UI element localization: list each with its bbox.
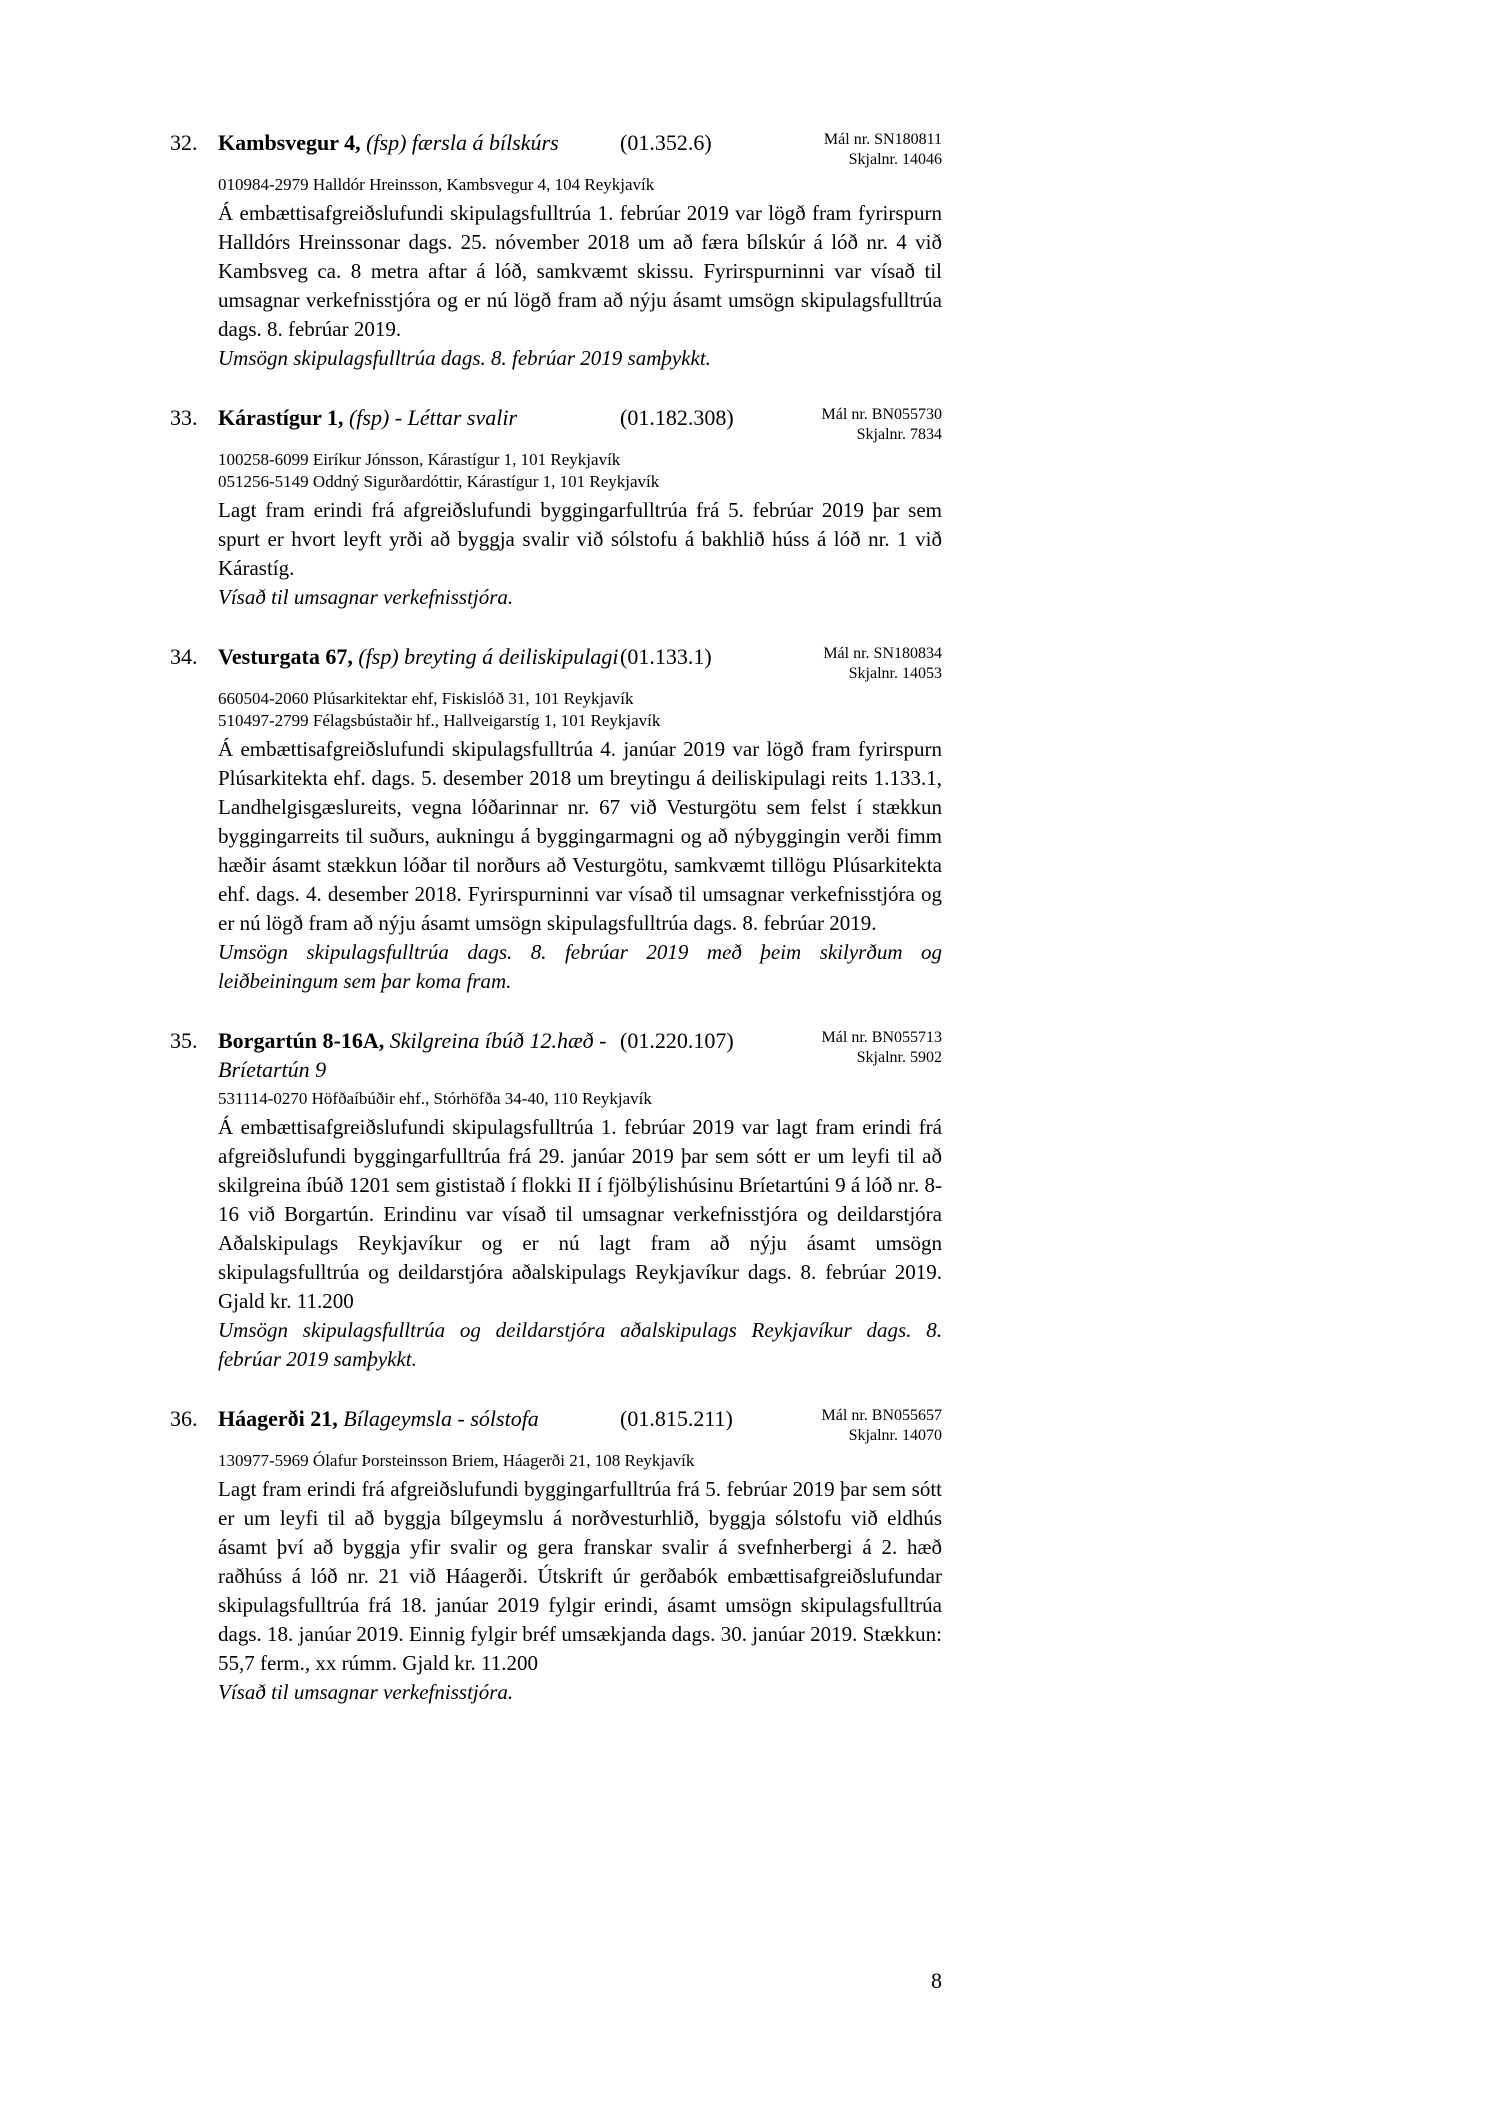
agenda-item [170,642,942,996]
item-header [170,128,942,170]
party-line: 130977-5969 Ólafur Þorsteinsson Briem, Háagerði 21, 108 Reykjavík [218,1451,695,1470]
agenda-item [170,1026,942,1374]
item-header [170,403,942,445]
item-title [218,642,620,671]
item-title [218,1404,620,1433]
item-title-address: Kambsvegur 4, [218,130,361,155]
page-number: 8 [931,1968,942,1993]
agenda-item [170,1404,942,1707]
item-title-subject: (fsp) breyting á deiliskipulagi [358,644,619,669]
item-skjalnr: Skjalnr. 7834 [856,426,942,443]
item-number: 35. [170,1028,198,1053]
item-mal-nr: Mál nr. BN055730 [821,406,942,423]
item-parties [218,174,942,196]
item-case-number: (01.133.1) [620,644,712,669]
item-parties [218,449,942,493]
item-header [170,1026,942,1084]
item-title [218,1026,620,1084]
item-meta [822,1026,942,1068]
item-parties [218,1450,942,1472]
item-meta [823,642,942,684]
item-title [218,128,620,157]
item-body: Á embættisafgreiðslufundi skipulagsfulltrúa 1. febrúar 2019 var lagt fram erindi frá afgreiðslufundi byggingarfulltrúa frá 29. janúar 2019 þar sem sótt er um leyfi til að skilgreina íbúð 1201 sem gististað í flokki II í fjölbýlishúsinu Bríetartúni 9 á lóð nr. 8-16 við Borgartún. Erindinu var vísað til umsagnar verkefnisstjóra og deildarstjóra Aðalskipulags Reykjavíkur og er nú lagt fram að nýju ásamt umsögn skipulagsfulltrúa og deildarstjóra aðalskipulags Reykjavíkur dags. 8. febrúar 2019. Gjald kr. 11.200 [218,1115,942,1313]
item-header [170,642,942,684]
item-mal-nr: Mál nr. SN180811 [823,131,942,148]
item-title-address: Vesturgata 67, [218,644,353,669]
party-line: 531114-0270 Höfðaíbúðir ehf., Stórhöfða 34-40, 110 Reykjavík [218,1089,652,1108]
item-resolution: Vísað til umsagnar verkefnisstjóra. [218,585,514,609]
agenda-item [170,403,942,612]
item-skjalnr: Skjalnr. 5902 [856,1049,942,1066]
item-number: 36. [170,1406,198,1431]
item-title-address: Háagerði 21, [218,1406,338,1431]
item-meta [822,1404,942,1446]
item-skjalnr: Skjalnr. 14053 [848,665,942,682]
item-title-subject: Bílageymsla - sólstofa [343,1406,539,1431]
item-resolution: Umsögn skipulagsfulltrúa dags. 8. febrúar 2019 samþykkt. [218,346,711,370]
item-parties [218,1088,942,1110]
item-skjalnr: Skjalnr. 14070 [848,1427,942,1444]
item-number: 33. [170,405,198,430]
item-title-subject: (fsp) færsla á bílskúrs [366,130,559,155]
item-meta [822,403,942,445]
party-line: 010984-2979 Halldór Hreinsson, Kambsvegur 4, 104 Reykjavík [218,175,655,194]
party-line: 660504-2060 Plúsarkitektar ehf, Fiskislóð 31, 101 Reykjavík [218,689,634,708]
item-case-number: (01.220.107) [620,1028,734,1053]
item-header [170,1404,942,1446]
item-mal-nr: Mál nr. BN055713 [821,1029,942,1046]
item-body: Lagt fram erindi frá afgreiðslufundi byggingarfulltrúa frá 5. febrúar 2019 þar sem spurt er hvort leyft yrði að byggja svalir við sólstofu á bakhlið húss á lóð nr. 1 við Kárastíg. [218,498,942,580]
item-parties [218,688,942,732]
item-title-subject: (fsp) - Léttar svalir [348,405,518,430]
item-skjalnr: Skjalnr. 14046 [848,151,942,168]
item-resolution: Umsögn skipulagsfulltrúa dags. 8. febrúar 2019 með þeim skilyrðum og leiðbeiningum sem þar koma fram. [218,940,942,993]
party-line: 051256-5149 Oddný Sigurðardóttir, Kárastígur 1, 101 Reykjavík [218,472,660,491]
item-mal-nr: Mál nr. SN180834 [823,645,942,662]
item-mal-nr: Mál nr. BN055657 [821,1407,942,1424]
party-line: 100258-6099 Eiríkur Jónsson, Kárastígur 1, 101 Reykjavík [218,450,621,469]
item-body: Lagt fram erindi frá afgreiðslufundi byggingarfulltrúa frá 5. febrúar 2019 þar sem sótt er um leyfi til að byggja bílgeymslu á norðvesturhlið, byggja sólstofu við eldhús ásamt því að byggja yfir svalir og gera franskar svalir á svefnherbergi á 2. hæð raðhúss á lóð nr. 21 við Háagerði. Útskrift úr gerðabók embættisafgreiðslufundar skipulagsfulltrúa frá 18. janúar 2019 fylgir erindi, ásamt umsögn skipulagsfulltrúa dags. 18. janúar 2019. Einnig fylgir bréf umsækjanda dags. 30. janúar 2019. Stækkun: 55,7 ferm., xx rúmm. Gjald kr. 11.200 [218,1477,942,1675]
item-number: 34. [170,644,198,669]
item-body: Á embættisafgreiðslufundi skipulagsfulltrúa 1. febrúar 2019 var lögð fram fyrirspurn Halldórs Hreinssonar dags. 25. nóvember 2018 um að færa bílskúr á lóð nr. 4 við Kambsveg ca. 8 metra aftar á lóð, samkvæmt skissu. Fyrirspurninni var vísað til umsagnar verkefnisstjóra og er nú lögð fram að nýju ásamt umsögn skipulagsfulltrúa dags. 8. febrúar 2019. [218,201,942,341]
item-resolution: Umsögn skipulagsfulltrúa og deildarstjóra aðalskipulags Reykjavíkur dags. 8. febrúar 2019 samþykkt. [218,1318,942,1371]
item-case-number: (01.352.6) [620,130,712,155]
item-resolution: Vísað til umsagnar verkefnisstjóra. [218,1680,514,1704]
item-body: Á embættisafgreiðslufundi skipulagsfulltrúa 4. janúar 2019 var lögð fram fyrirspurn Plúsarkitekta ehf. dags. 5. desember 2018 um breytingu á deiliskipulagi reits 1.133.1, Landhelgisgæslureits, vegna lóðarinnar nr. 67 við Vesturgötu sem felst í stækkun byggingarreits til suðurs, aukningu á byggingarmagni og að nýbyggingin verði fimm hæðir ásamt stækkun lóðar til norðurs að Vesturgötu, samkvæmt tillögu Plúsarkitekta ehf. dags. 4. desember 2018. Fyrirspurninni var vísað til umsagnar verkefnisstjóra og er nú lögð fram að nýju ásamt umsögn skipulagsfulltrúa dags. 8. febrúar 2019. [218,737,942,935]
item-title-address: Kárastígur 1, [218,405,344,430]
item-case-number: (01.815.211) [620,1406,733,1431]
item-title-subject: Skilgreina íbúð 12.hæð - Bríetartún 9 [218,1028,607,1082]
item-title [218,403,620,432]
party-line: 510497-2799 Félagsbústaðir hf., Hallveigarstíg 1, 101 Reykjavík [218,711,661,730]
item-number: 32. [170,130,198,155]
agenda-item [170,128,942,373]
item-meta [824,128,942,170]
item-title-address: Borgartún 8-16A, [218,1028,385,1053]
item-case-number: (01.182.308) [620,405,734,430]
items-list [170,128,942,1737]
